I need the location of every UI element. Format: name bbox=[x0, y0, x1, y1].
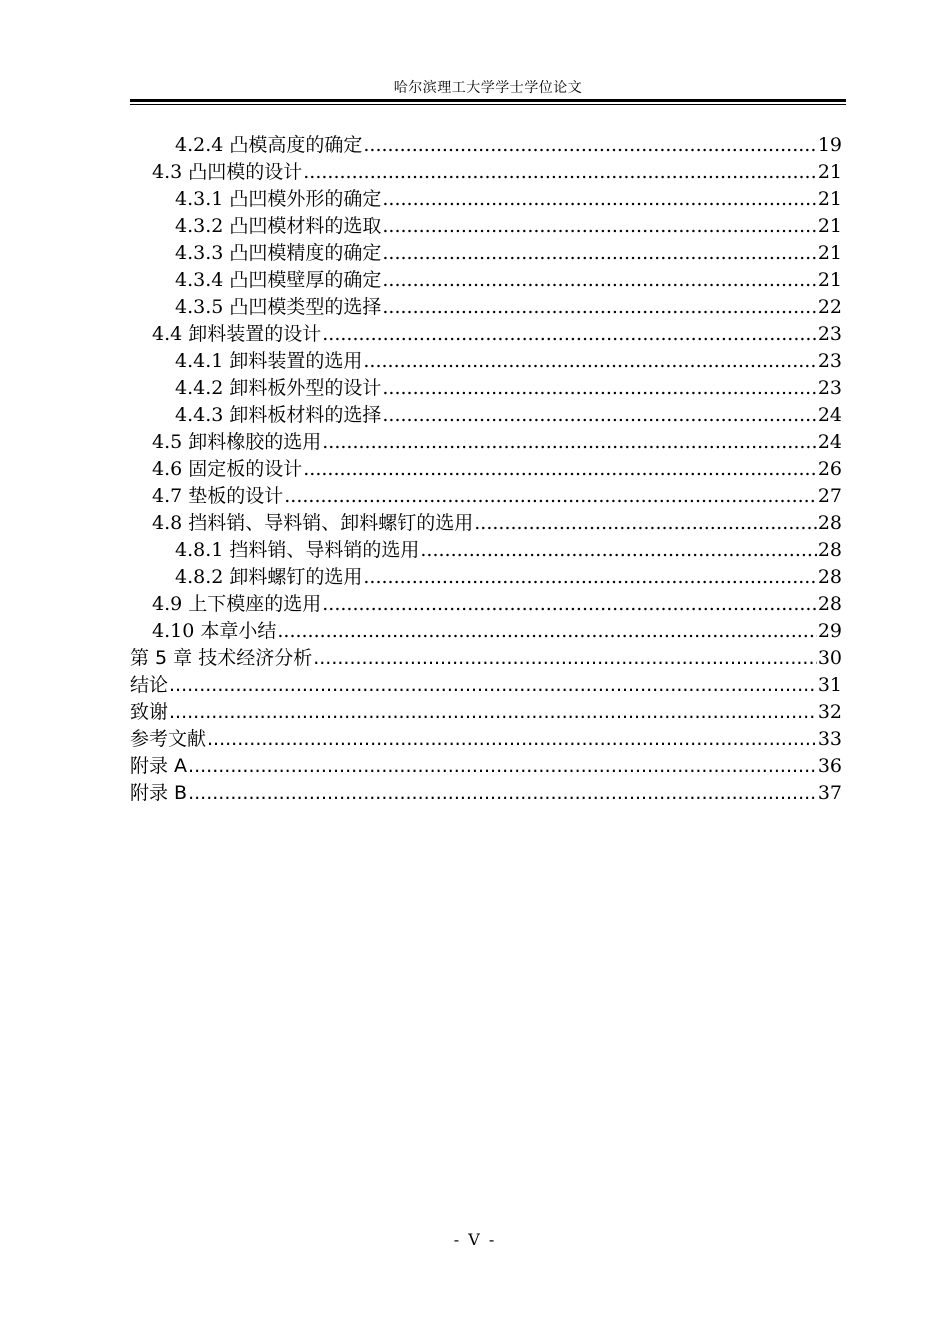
toc-entry-title: 致谢 bbox=[130, 701, 169, 723]
toc-entry-title: 4.3 凸凹模的设计 bbox=[152, 161, 303, 183]
toc-entry-title: 第 5 章 技术经济分析 bbox=[130, 647, 313, 669]
header-rule-thick bbox=[130, 99, 846, 102]
toc-entry[interactable] bbox=[130, 780, 842, 807]
toc-dot-leader bbox=[313, 645, 817, 672]
table-of-contents bbox=[130, 132, 842, 807]
toc-dot-leader bbox=[303, 456, 817, 483]
toc-entry-title: 4.3.4 凸凹模壁厚的确定 bbox=[175, 269, 382, 291]
toc-entry-title: 4.5 卸料橡胶的选用 bbox=[152, 431, 322, 453]
toc-entry[interactable] bbox=[130, 618, 842, 645]
page-number: - V - bbox=[453, 1230, 497, 1249]
toc-dot-leader bbox=[169, 699, 817, 726]
page-header-title: 哈尔滨理工大学学士学位论文 bbox=[393, 80, 583, 96]
toc-entry-title: 4.3.3 凸凹模精度的确定 bbox=[175, 242, 382, 264]
toc-entry[interactable] bbox=[130, 510, 842, 537]
toc-dot-leader bbox=[322, 429, 817, 456]
toc-entry-page: 36 bbox=[817, 755, 842, 777]
toc-dot-leader bbox=[363, 564, 816, 591]
toc-dot-leader bbox=[322, 591, 817, 618]
toc-entry[interactable] bbox=[130, 753, 842, 780]
toc-entry-page: 23 bbox=[817, 323, 842, 345]
toc-dot-leader bbox=[188, 780, 817, 807]
toc-entry-page: 32 bbox=[817, 701, 842, 723]
toc-dot-leader bbox=[169, 672, 817, 699]
toc-entry[interactable] bbox=[130, 159, 842, 186]
toc-entry-title: 4.9 上下模座的选用 bbox=[152, 593, 322, 615]
toc-entry-page: 30 bbox=[817, 647, 842, 669]
toc-entry-page: 33 bbox=[817, 728, 842, 750]
toc-entry-page: 37 bbox=[817, 782, 842, 804]
toc-entry-page: 28 bbox=[817, 539, 842, 561]
toc-entry-page: 21 bbox=[817, 269, 842, 291]
toc-entry[interactable] bbox=[130, 456, 842, 483]
toc-entry[interactable] bbox=[130, 672, 842, 699]
toc-entry-title: 4.8.1 挡料销、导料销的选用 bbox=[175, 539, 420, 561]
toc-entry-page: 28 bbox=[817, 566, 842, 588]
toc-entry-page: 23 bbox=[817, 350, 842, 372]
toc-entry[interactable] bbox=[130, 240, 842, 267]
toc-dot-leader bbox=[420, 537, 816, 564]
toc-entry[interactable] bbox=[130, 699, 842, 726]
toc-dot-leader bbox=[207, 726, 817, 753]
toc-dot-leader bbox=[363, 348, 816, 375]
toc-entry[interactable] bbox=[130, 645, 842, 672]
toc-entry-page: 21 bbox=[817, 215, 842, 237]
toc-dot-leader bbox=[382, 294, 816, 321]
toc-dot-leader bbox=[277, 618, 816, 645]
toc-entry[interactable] bbox=[130, 213, 842, 240]
toc-entry-title: 4.4.1 卸料装置的选用 bbox=[175, 350, 363, 372]
toc-entry-page: 21 bbox=[817, 188, 842, 210]
toc-entry[interactable] bbox=[130, 537, 842, 564]
toc-entry-title: 附录 A bbox=[130, 755, 188, 777]
toc-entry-page: 19 bbox=[817, 134, 842, 156]
toc-entry-page: 28 bbox=[817, 593, 842, 615]
toc-entry-title: 4.2.4 凸模高度的确定 bbox=[175, 134, 363, 156]
toc-dot-leader bbox=[382, 402, 816, 429]
toc-entry-page: 26 bbox=[817, 458, 842, 480]
toc-dot-leader bbox=[382, 240, 816, 267]
toc-entry[interactable] bbox=[130, 429, 842, 456]
toc-dot-leader bbox=[284, 483, 817, 510]
toc-entry-title: 4.4.2 卸料板外型的设计 bbox=[175, 377, 382, 399]
toc-entry[interactable] bbox=[130, 402, 842, 429]
toc-entry-title: 4.6 固定板的设计 bbox=[152, 458, 303, 480]
toc-entry[interactable] bbox=[130, 375, 842, 402]
toc-entry-title: 4.8 挡料销、导料销、卸料螺钉的选用 bbox=[152, 512, 474, 534]
toc-entry-page: 24 bbox=[817, 431, 842, 453]
toc-entry-title: 4.4.3 卸料板材料的选择 bbox=[175, 404, 382, 426]
toc-entry-title: 4.4 卸料装置的设计 bbox=[152, 323, 322, 345]
toc-entry[interactable] bbox=[130, 132, 842, 159]
toc-entry-page: 21 bbox=[817, 161, 842, 183]
toc-entry[interactable] bbox=[130, 348, 842, 375]
toc-entry-title: 4.3.1 凸凹模外形的确定 bbox=[175, 188, 382, 210]
toc-dot-leader bbox=[363, 132, 816, 159]
toc-entry[interactable] bbox=[130, 294, 842, 321]
toc-entry-title: 参考文献 bbox=[130, 728, 207, 750]
toc-entry-page: 21 bbox=[817, 242, 842, 264]
toc-entry-page: 29 bbox=[817, 620, 842, 642]
toc-entry-title: 4.3.2 凸凹模材料的选取 bbox=[175, 215, 382, 237]
toc-entry-page: 28 bbox=[817, 512, 842, 534]
toc-entry-page: 23 bbox=[817, 377, 842, 399]
toc-dot-leader bbox=[382, 375, 816, 402]
toc-entry[interactable] bbox=[130, 321, 842, 348]
toc-dot-leader bbox=[474, 510, 817, 537]
toc-entry[interactable] bbox=[130, 267, 842, 294]
toc-dot-leader bbox=[322, 321, 817, 348]
header-rule-thin bbox=[130, 104, 846, 105]
toc-entry[interactable] bbox=[130, 186, 842, 213]
toc-entry-title: 附录 B bbox=[130, 782, 188, 804]
toc-entry-page: 22 bbox=[817, 296, 842, 318]
toc-entry-page: 27 bbox=[817, 485, 842, 507]
toc-entry-title: 4.10 本章小结 bbox=[152, 620, 277, 642]
toc-dot-leader bbox=[303, 159, 817, 186]
toc-dot-leader bbox=[382, 186, 816, 213]
toc-entry-title: 4.3.5 凸凹模类型的选择 bbox=[175, 296, 382, 318]
toc-entry-title: 结论 bbox=[130, 674, 169, 696]
toc-dot-leader bbox=[382, 267, 816, 294]
toc-entry[interactable] bbox=[130, 726, 842, 753]
toc-entry-page: 31 bbox=[817, 674, 842, 696]
toc-entry-title: 4.8.2 卸料螺钉的选用 bbox=[175, 566, 363, 588]
toc-entry[interactable] bbox=[130, 483, 842, 510]
toc-entry-page: 24 bbox=[817, 404, 842, 426]
toc-entry[interactable] bbox=[130, 564, 842, 591]
toc-dot-leader bbox=[188, 753, 817, 780]
toc-entry[interactable] bbox=[130, 591, 842, 618]
toc-entry-title: 4.7 垫板的设计 bbox=[152, 485, 284, 507]
toc-dot-leader bbox=[382, 213, 816, 240]
